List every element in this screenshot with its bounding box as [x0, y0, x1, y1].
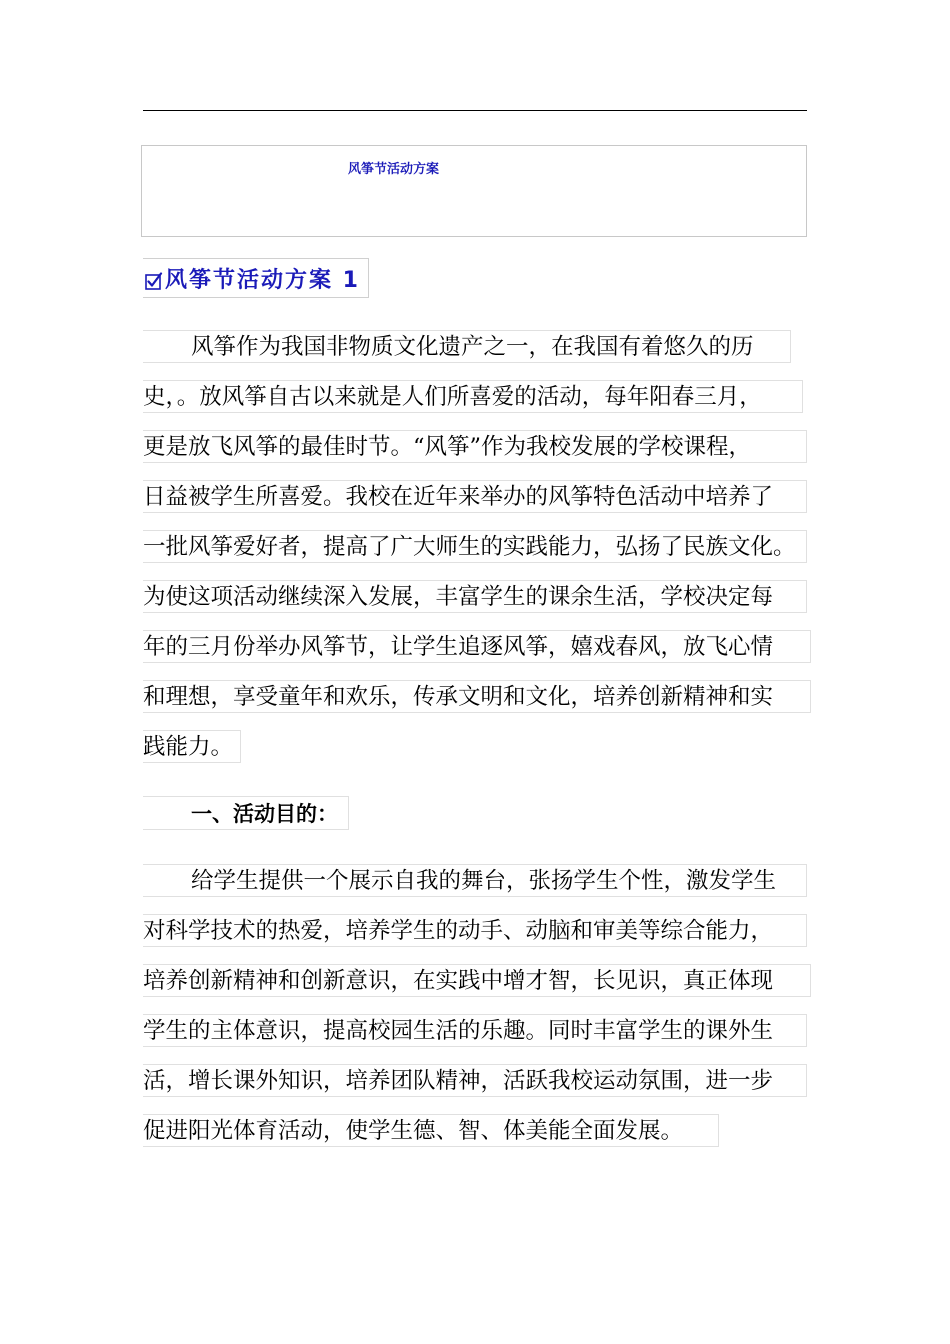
paragraph-line: 年的三月份举办风筝节，让学生追逐风筝，嬉戏春风，放飞心情 [143, 630, 811, 663]
document-header [141, 145, 807, 237]
paragraph-line: 对科学技术的热爱，培养学生的动手、动脑和审美等综合能力， [143, 914, 807, 947]
paragraph-line: 促进阳光体育活动，使学生德、智、体美能全面发展。 [143, 1114, 719, 1147]
paragraph-line: 和理想，享受童年和欢乐，传承文明和文化，培养创新精神和实 [143, 680, 811, 713]
header-title: 风筝节活动方案 [348, 162, 440, 177]
paragraph-line: 给学生提供一个展示自我的舞台，张扬学生个性，激发学生 [143, 864, 807, 897]
paragraph-line: 风筝作为我国非物质文化遗产之一，在我国有着悠久的历 [143, 330, 791, 363]
paragraph-line: 培养创新精神和创新意识，在实践中增才智，长见识，真正体现 [143, 964, 811, 997]
heading-activity-purpose: 一、活动目的： [143, 796, 349, 830]
section-title [143, 258, 369, 298]
paragraph-line: 一批风筝爱好者，提高了广大师生的实践能力，弘扬了民族文化。 [143, 530, 807, 563]
paragraph-line: 践能力。 [143, 730, 241, 763]
checked-box-icon [145, 272, 163, 290]
section-title-text: 风筝节活动方案 1 [165, 267, 360, 293]
paragraph-line: 学生的主体意识，提高校园生活的乐趣。同时丰富学生的课外生 [143, 1014, 807, 1047]
paragraph-line: 日益被学生所喜爱。我校在近年来举办的风筝特色活动中培养了 [143, 480, 807, 513]
paragraph-line: 为使这项活动继续深入发展，丰富学生的课余生活，学校决定每 [143, 580, 807, 613]
header-rule [143, 110, 807, 111]
paragraph-line: 活，增长课外知识，培养团队精神，活跃我校运动氛围，进一步 [143, 1064, 807, 1097]
paragraph-line: 更是放飞风筝的最佳时节。“风筝”作为我校发展的学校课程， [143, 430, 807, 463]
paragraph-line: 史，。放风筝自古以来就是人们所喜爱的活动，每年阳春三月， [143, 380, 803, 413]
